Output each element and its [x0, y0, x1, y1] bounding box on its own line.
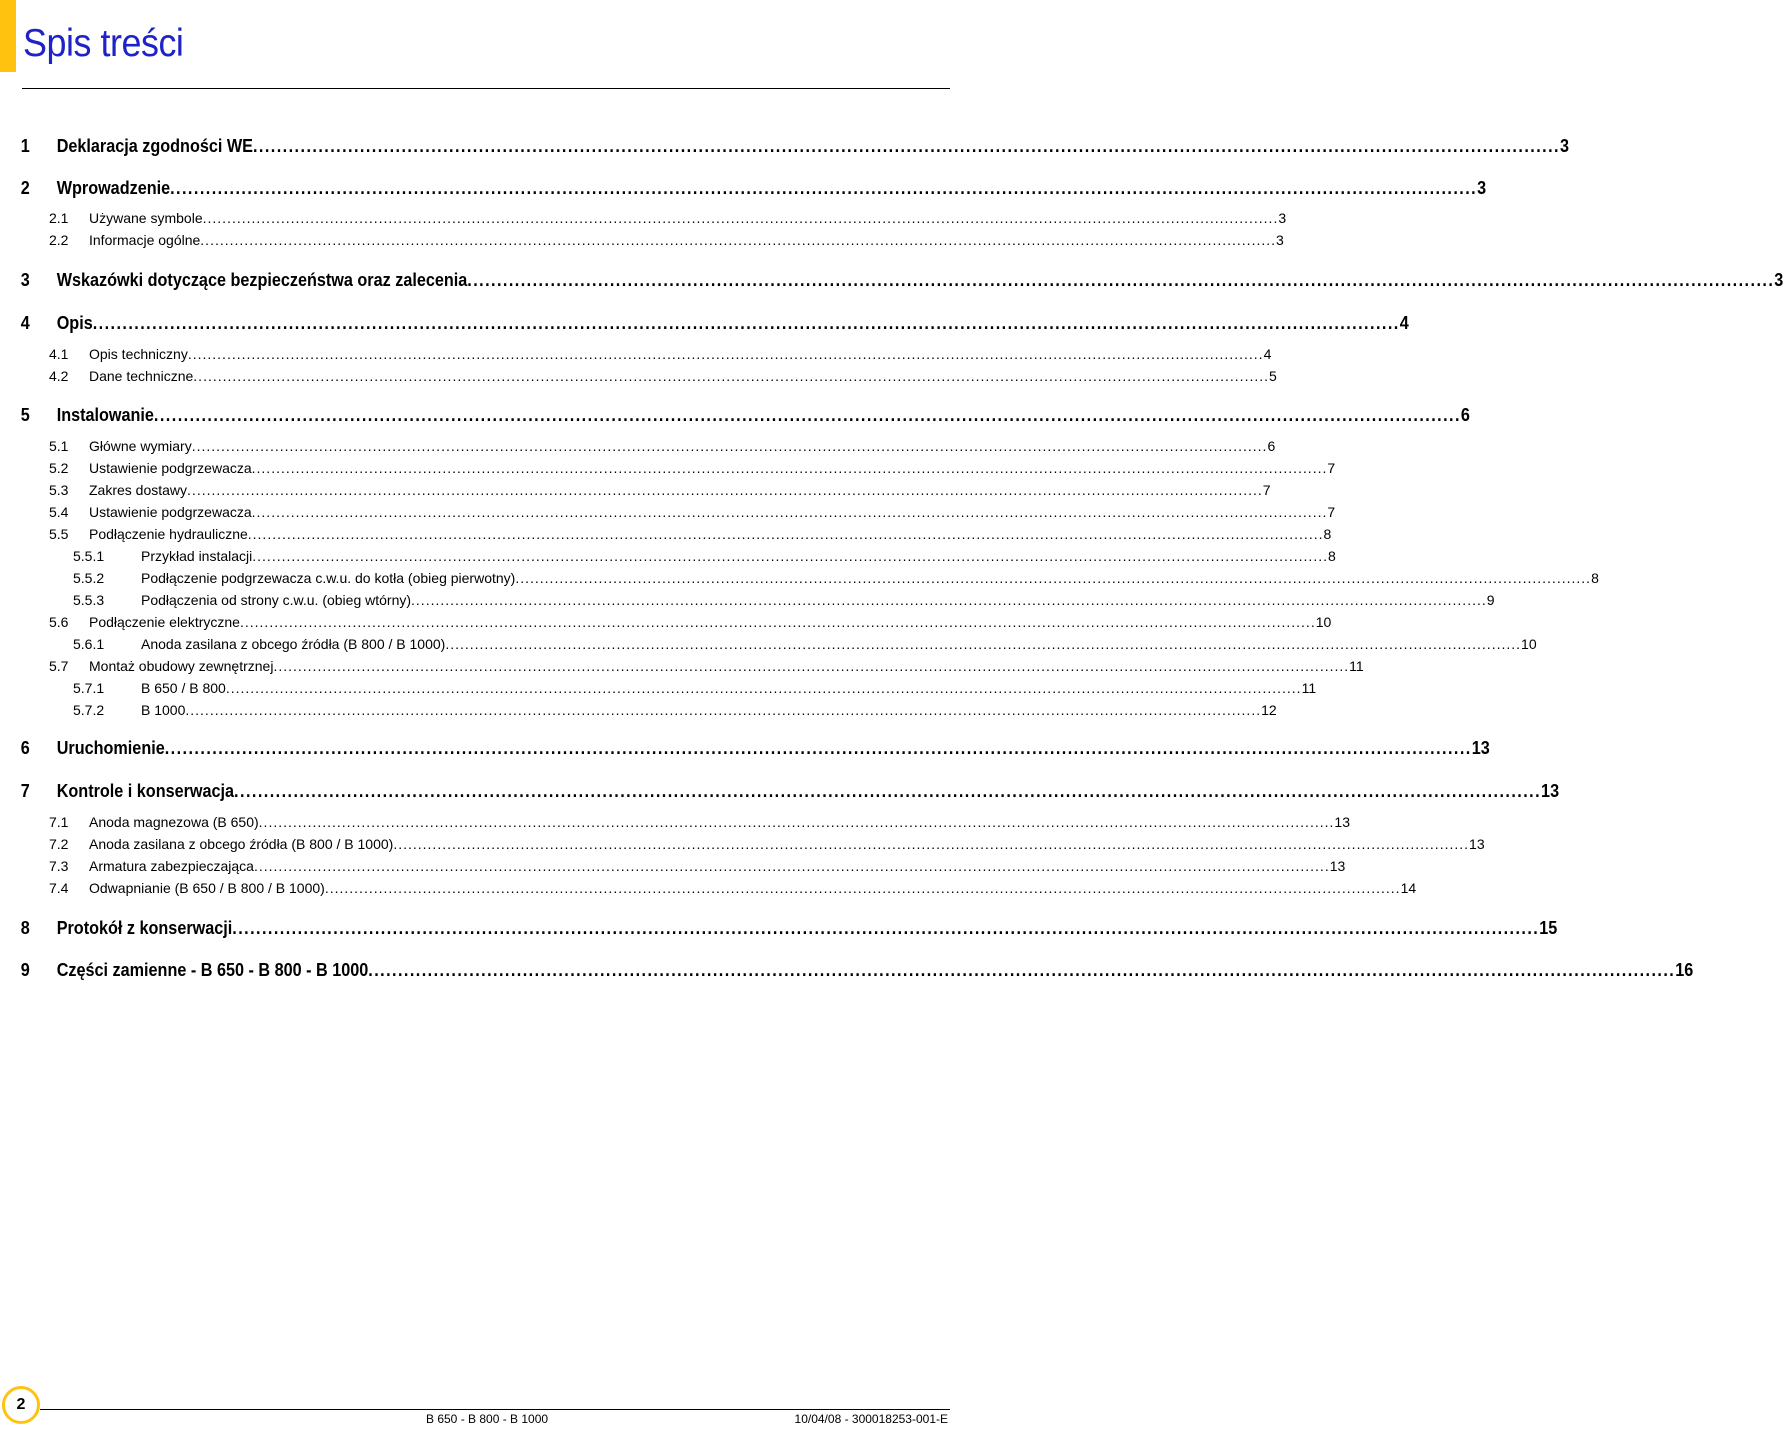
- toc-entry-number: 5.5.2: [73, 570, 105, 586]
- toc-leader-dots: ............................................................................................................................................................................................................................: [202, 210, 1279, 226]
- toc-entry-number: 5.7: [49, 658, 69, 674]
- toc-entry-number: 5.4: [49, 504, 69, 520]
- toc-leader-dots: ............................................................................................................................................................................................................................: [368, 960, 1676, 980]
- toc-entry-page: 9: [1486, 592, 1495, 608]
- toc-entry-number: 7.4: [49, 880, 69, 896]
- toc-entry-label: Protokół z konserwacji: [56, 918, 233, 938]
- toc-entry-label: Podłączenia od strony c.w.u. (obieg wtórny): [141, 592, 412, 608]
- toc-entry-page: 3: [1559, 136, 1569, 156]
- toc-entry-label: Informacje ogólne: [89, 232, 201, 248]
- toc-entry-page: 11: [1301, 680, 1317, 696]
- toc-entry-number: 5.5.1: [73, 548, 105, 564]
- toc-entry-number: 2.1: [49, 210, 69, 226]
- toc-leader-dots: ............................................................................................................................................................................................................................: [225, 680, 1302, 696]
- toc-entry-number: 5.2: [49, 460, 69, 476]
- toc-entry-label: Wprowadzenie: [56, 178, 171, 198]
- toc-entry-page: 13: [1329, 858, 1346, 874]
- footer-doc-code: 10/04/08 - 300018253-001-E: [794, 1412, 948, 1426]
- toc-entry-label: Ustawienie podgrzewacza: [89, 504, 252, 520]
- toc-entry-number: 7: [20, 781, 30, 801]
- toc-entry-label: Wskazówki dotyczące bezpieczeństwa oraz zalecenia: [56, 270, 468, 290]
- toc-leader-dots: ............................................................................................................................................................................................................................: [193, 368, 1270, 384]
- toc-entry-page: 7: [1327, 460, 1336, 476]
- toc-entry-label: Odwapnianie (B 650 / B 800 / B 1000): [89, 880, 325, 896]
- toc-leader-dots: ............................................................................................................................................................................................................................: [253, 858, 1330, 874]
- toc-leader-dots: ............................................................................................................................................................................................................................: [92, 313, 1400, 333]
- toc-entry-number: 5.6.1: [73, 636, 105, 652]
- toc-entry-label: B 1000: [141, 702, 186, 718]
- toc-entry-page: 10: [1521, 636, 1537, 652]
- toc-leader-dots: ............................................................................................................................................................................................................................: [411, 592, 1487, 608]
- toc-entry-label: Anoda zasilana z obcego źródła (B 800 / B 1000): [89, 836, 394, 852]
- toc-entry-number: 4.1: [49, 346, 69, 362]
- toc-leader-dots: ............................................................................................................................................................................................................................: [258, 814, 1335, 830]
- toc-entry-label: Kontrole i konserwacja: [56, 781, 235, 801]
- toc-entry-page: 7: [1262, 482, 1271, 498]
- toc-leader-dots: ............................................................................................................................................................................................................................: [153, 405, 1461, 425]
- toc-leader-dots: ............................................................................................................................................................................................................................: [191, 438, 1268, 454]
- toc-entry-page: 3: [1278, 210, 1287, 226]
- toc-leader-dots: ............................................................................................................................................................................................................................: [252, 548, 1328, 564]
- toc-entry-label: Deklaracja zgodności WE: [56, 136, 253, 156]
- toc-entry-page: 3: [1477, 178, 1487, 198]
- toc-entry-label: Przykład instalacji: [141, 548, 253, 564]
- toc-entry-label: Montaż obudowy zewnętrznej: [89, 658, 274, 674]
- toc-entry-label: Podłączenie podgrzewacza c.w.u. do kotła (obieg pierwotny): [141, 570, 516, 586]
- toc-entry-label: Opis techniczny: [89, 346, 188, 362]
- toc-entry-number: 6: [20, 738, 30, 758]
- toc-leader-dots: ............................................................................................................................................................................................................................: [187, 346, 1264, 362]
- toc-entry-number: 8: [20, 918, 30, 938]
- toc-entry-number: 7.1: [49, 814, 69, 830]
- toc-leader-dots: ............................................................................................................................................................................................................................: [251, 460, 1328, 476]
- toc-entry-label: Anoda zasilana z obcego źródła (B 800 / B 1000): [141, 636, 446, 652]
- toc-leader-dots: ............................................................................................................................................................................................................................: [247, 526, 1324, 542]
- toc-entry-page: 10: [1315, 614, 1332, 630]
- toc-entry-label: Armatura zabezpieczająca: [89, 858, 254, 874]
- page-number-badge: [2, 1386, 40, 1424]
- toc-entry-number: 5.5.3: [73, 592, 105, 608]
- toc-entry-page: 16: [1675, 960, 1694, 980]
- toc-leader-dots: ............................................................................................................................................................................................................................: [467, 270, 1775, 290]
- toc-entry-label: Części zamienne - B 650 - B 800 - B 1000: [56, 960, 369, 980]
- toc-entry-number: 7.3: [49, 858, 69, 874]
- toc-entry-label: Podłączenie hydrauliczne: [89, 526, 248, 542]
- toc-leader-dots: ............................................................................................................................................................................................................................: [445, 636, 1522, 652]
- toc-leader-dots: ............................................................................................................................................................................................................................: [239, 614, 1316, 630]
- page-number: 2: [16, 1396, 26, 1413]
- toc-entry-number: 2.2: [49, 232, 69, 248]
- toc-entry-page: 12: [1261, 702, 1277, 718]
- toc-entry-page: 13: [1541, 781, 1560, 801]
- toc-entry-number: 5.5: [49, 526, 69, 542]
- toc-entry-page: 3: [1276, 232, 1284, 248]
- toc-entry-page: 15: [1539, 918, 1558, 938]
- toc-entry-number: 1: [20, 136, 30, 156]
- toc-entry-page: 6: [1267, 438, 1276, 454]
- toc-leader-dots: ............................................................................................................................................................................................................................: [187, 482, 1263, 498]
- toc-entry-label: Dane techniczne: [89, 368, 194, 384]
- toc-entry-page: 13: [1469, 836, 1485, 852]
- toc-leader-dots: ............................................................................................................................................................................................................................: [185, 702, 1262, 718]
- toc-entry-page: 4: [1399, 313, 1409, 333]
- toc-leader-dots: ............................................................................................................................................................................................................................: [164, 738, 1472, 758]
- toc-entry-number: 9: [20, 960, 30, 980]
- toc-entry-number: 3: [20, 270, 30, 290]
- toc-entry-page: 8: [1323, 526, 1332, 542]
- toc-leader-dots: ............................................................................................................................................................................................................................: [324, 880, 1401, 896]
- toc-entry-number: 5.6: [49, 614, 69, 630]
- toc-leader-dots: ............................................................................................................................................................................................................................: [232, 918, 1540, 938]
- footer-rule: [40, 1409, 950, 1410]
- toc-leader-dots: ............................................................................................................................................................................................................................: [252, 136, 1560, 156]
- toc-entry-page: 6: [1460, 405, 1470, 425]
- toc-entry-number: 5.3: [49, 482, 69, 498]
- toc-entry-label: Anoda magnezowa (B 650): [89, 814, 259, 830]
- toc-entry-number: 4.2: [49, 368, 69, 384]
- toc-entry-label: Ustawienie podgrzewacza: [89, 460, 252, 476]
- toc-entry-number: 5.7.2: [73, 702, 105, 718]
- toc-entry-page: 8: [1591, 570, 1599, 586]
- toc-entry-label: Podłączenie elektryczne: [89, 614, 240, 630]
- toc-entry-number: 5.1: [49, 438, 69, 454]
- footer-model: B 650 - B 800 - B 1000: [426, 1412, 549, 1426]
- page-footer: [0, 1384, 960, 1436]
- toc-entry-page: 14: [1400, 880, 1417, 896]
- page-title: Spis treści: [23, 22, 184, 65]
- toc-entry-number: 2: [20, 178, 30, 198]
- toc-entry-page: 3: [1774, 270, 1783, 290]
- toc-entry-label: B 650 / B 800: [141, 680, 226, 696]
- toc-entry-page: 11: [1349, 658, 1364, 674]
- toc-entry-page: 13: [1471, 738, 1490, 758]
- toc-leader-dots: ............................................................................................................................................................................................................................: [234, 781, 1542, 801]
- toc-entry-label: Opis: [56, 313, 93, 333]
- toc-entry-number: 4: [20, 313, 30, 333]
- toc-entry-label: Główne wymiary: [89, 438, 192, 454]
- toc-entry-label: Używane symbole: [89, 210, 203, 226]
- toc-entry-page: 13: [1334, 814, 1350, 830]
- toc-entry-number: 5.7.1: [73, 680, 105, 696]
- toc-leader-dots: ............................................................................................................................................................................................................................: [170, 178, 1478, 198]
- toc-entry-page: 7: [1327, 504, 1336, 520]
- toc-entry-label: Uruchomienie: [56, 738, 165, 758]
- toc-entry-label: Zakres dostawy: [89, 482, 188, 498]
- toc-entry-page: 5: [1269, 368, 1277, 384]
- toc-leader-dots: ............................................................................................................................................................................................................................: [515, 570, 1592, 586]
- toc-entry-number: 7.2: [49, 836, 69, 852]
- toc-entry-page: 4: [1263, 346, 1272, 362]
- toc-entry-label: Instalowanie: [56, 405, 154, 425]
- toc-entry-number: 5: [20, 405, 30, 425]
- toc-leader-dots: ............................................................................................................................................................................................................................: [273, 658, 1350, 674]
- toc-entry-page: 8: [1328, 548, 1336, 564]
- toc-leader-dots: ............................................................................................................................................................................................................................: [200, 232, 1277, 248]
- toc-leader-dots: ............................................................................................................................................................................................................................: [393, 836, 1470, 852]
- toc-leader-dots: ............................................................................................................................................................................................................................: [251, 504, 1328, 520]
